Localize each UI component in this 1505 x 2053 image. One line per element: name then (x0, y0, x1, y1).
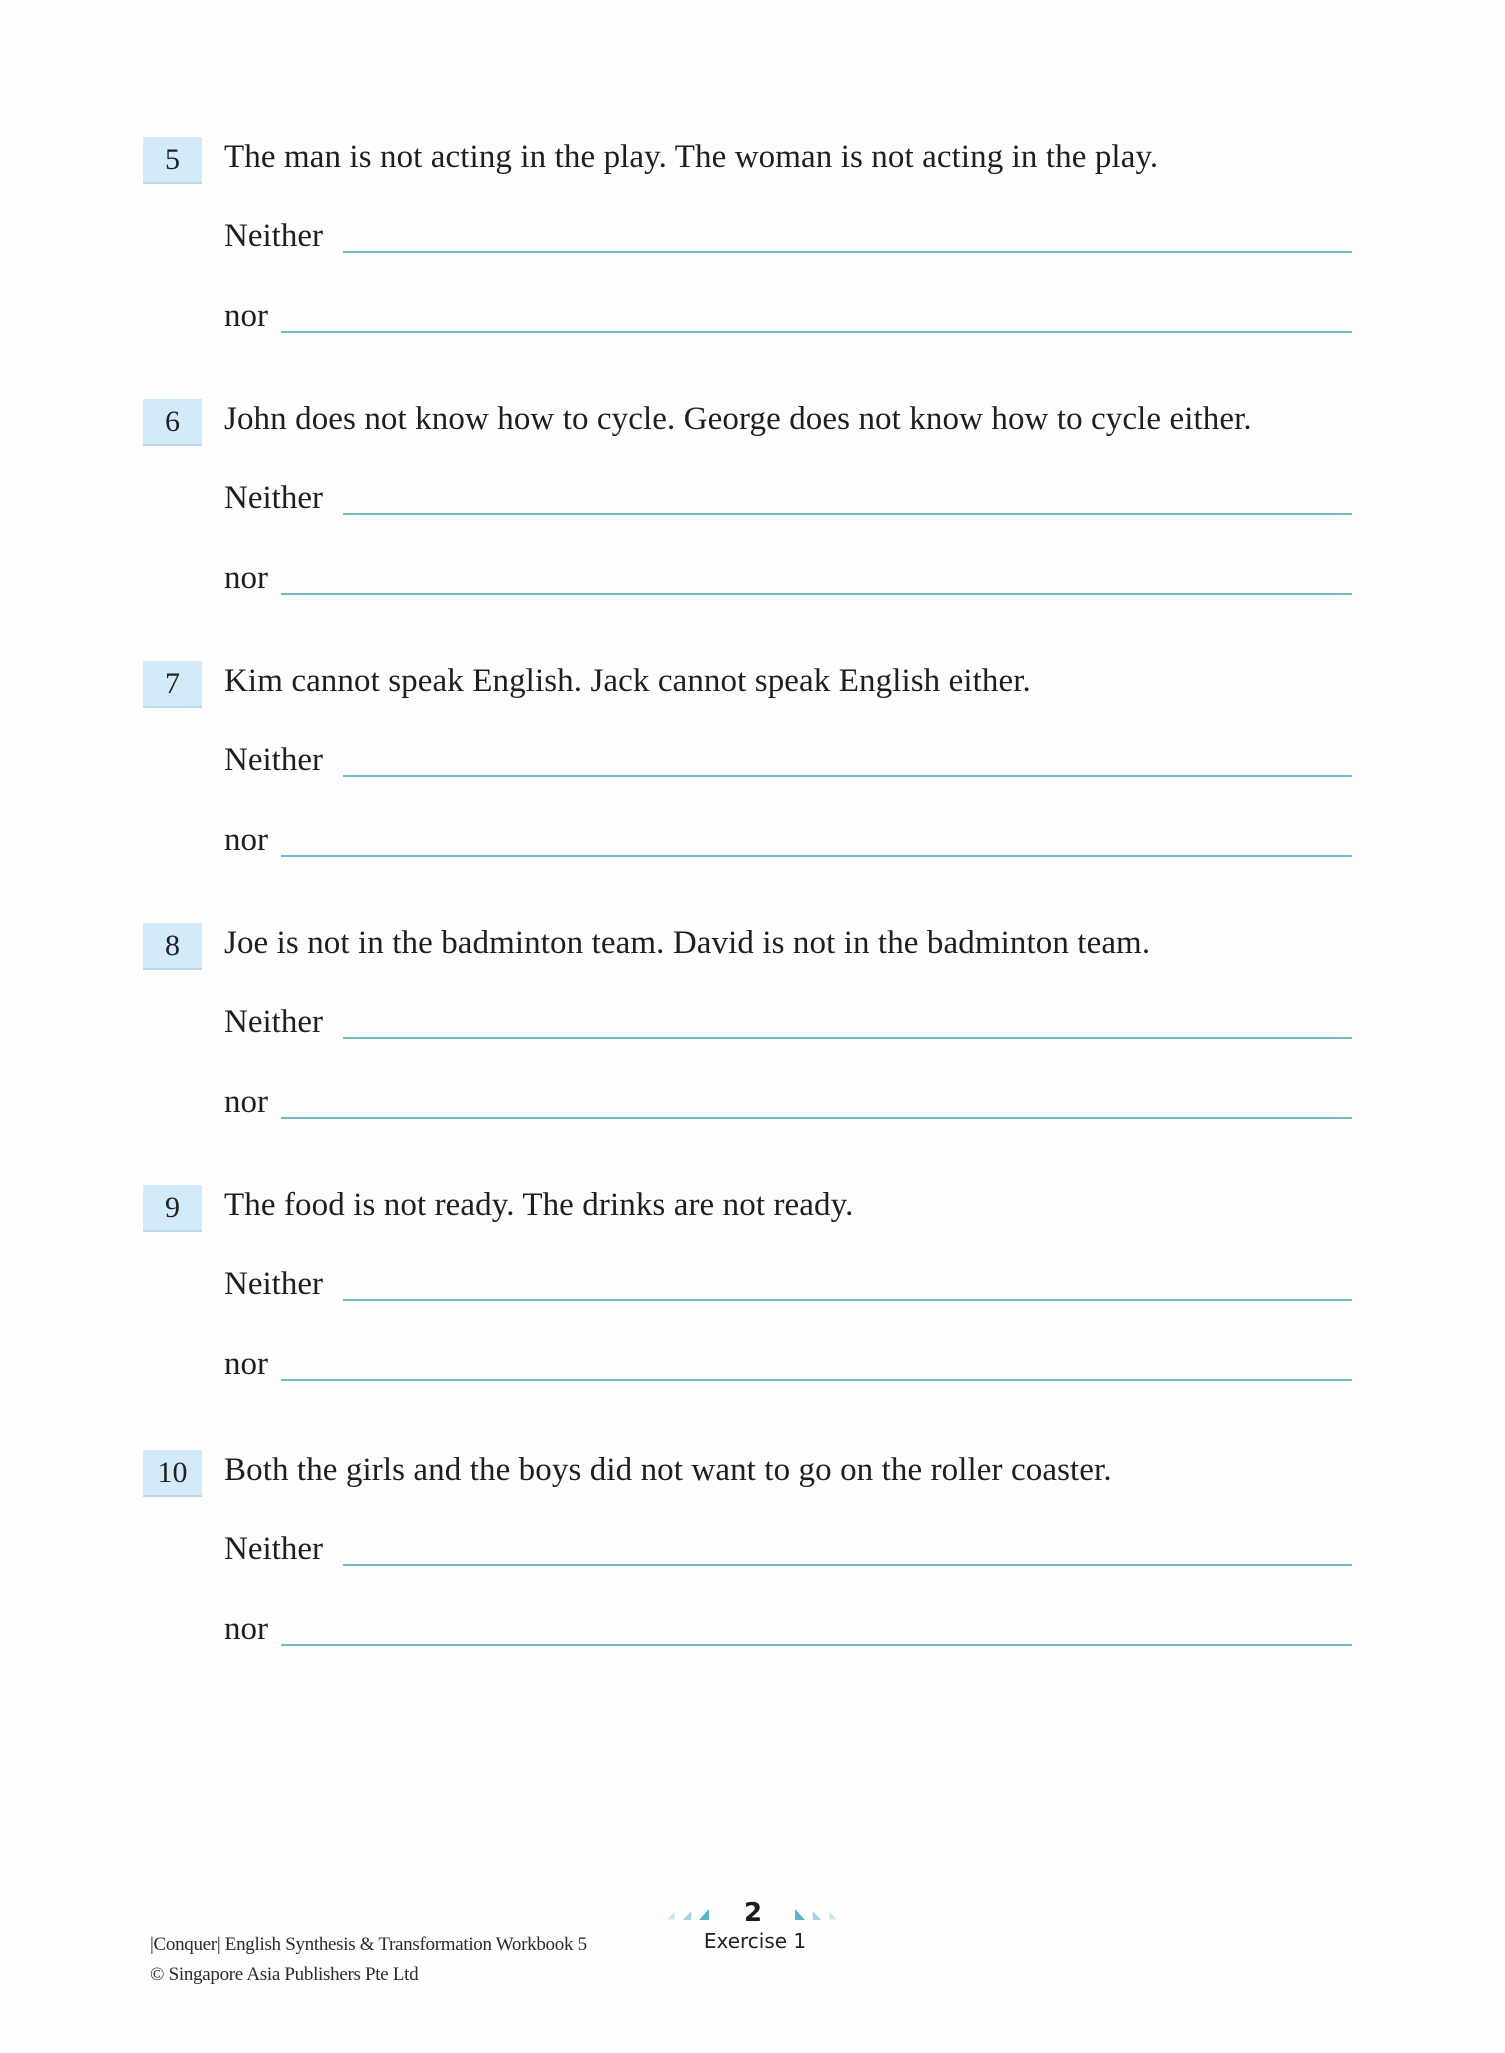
triangle-decoration-icon (699, 1909, 709, 1920)
neither-answer-line[interactable] (343, 775, 1352, 777)
page-number: 2 (743, 1898, 763, 1928)
neither-answer-line[interactable] (343, 1564, 1352, 1566)
neither-label: Neither (224, 218, 323, 254)
neither-label: Neither (224, 742, 323, 778)
question-number-badge: 6 (143, 399, 202, 446)
neither-answer-line[interactable] (343, 251, 1352, 253)
answer-row-nor (224, 299, 1352, 339)
question-5 (0, 137, 1505, 377)
question-text: The man is not acting in the play. The woman is not acting in the play. (224, 139, 1159, 175)
nor-answer-line[interactable] (281, 1117, 1352, 1119)
answer-row-neither (224, 481, 1352, 521)
answer-row-nor (224, 1612, 1352, 1652)
nor-label: nor (224, 1084, 268, 1120)
question-9 (0, 1185, 1505, 1425)
neither-label: Neither (224, 1004, 323, 1040)
nor-label: nor (224, 560, 268, 596)
neither-answer-line[interactable] (343, 1299, 1352, 1301)
question-text: The food is not ready. The drinks are not ready. (224, 1187, 854, 1223)
question-7 (0, 661, 1505, 901)
question-10 (0, 1450, 1505, 1690)
footer-credits (150, 1930, 587, 1990)
answer-row-neither (224, 1267, 1352, 1307)
question-6 (0, 399, 1505, 639)
neither-label: Neither (224, 480, 323, 516)
copyright-notice: © Singapore Asia Publishers Pte Ltd (150, 1964, 419, 1985)
question-number-badge: 9 (143, 1185, 202, 1232)
neither-label: Neither (224, 1266, 323, 1302)
answer-row-nor (224, 823, 1352, 863)
question-number-badge: 8 (143, 923, 202, 970)
nor-answer-line[interactable] (281, 855, 1352, 857)
neither-answer-line[interactable] (343, 1037, 1352, 1039)
answer-row-nor (224, 1085, 1352, 1125)
triangle-decoration-icon (830, 1912, 837, 1920)
triangle-decoration-icon (813, 1911, 822, 1920)
question-number-badge: 7 (143, 661, 202, 708)
answer-row-neither (224, 1532, 1352, 1572)
triangle-decoration-icon (668, 1912, 675, 1920)
nor-answer-line[interactable] (281, 1644, 1352, 1646)
nor-answer-line[interactable] (281, 331, 1352, 333)
book-title: |Conquer| English Synthesis & Transformation Workbook 5 (150, 1934, 587, 1955)
neither-answer-line[interactable] (343, 513, 1352, 515)
question-8 (0, 923, 1505, 1163)
exercise-label: Exercise 1 (703, 1929, 807, 1953)
answer-row-neither (224, 743, 1352, 783)
nor-label: nor (224, 1611, 268, 1647)
answer-row-neither (224, 219, 1352, 259)
neither-label: Neither (224, 1531, 323, 1567)
question-text: John does not know how to cycle. George does not know how to cycle either. (224, 401, 1252, 437)
answer-row-nor (224, 561, 1352, 601)
question-number-badge: 10 (143, 1450, 202, 1497)
nor-label: nor (224, 298, 268, 334)
triangle-decoration-icon (683, 1911, 692, 1920)
nor-answer-line[interactable] (281, 1379, 1352, 1381)
nor-label: nor (224, 822, 268, 858)
nor-label: nor (224, 1346, 268, 1382)
triangle-decoration-icon (795, 1909, 805, 1920)
question-number-badge: 5 (143, 137, 202, 184)
answer-row-neither (224, 1005, 1352, 1045)
question-text: Both the girls and the boys did not want to go on the roller coaster. (224, 1452, 1112, 1488)
nor-answer-line[interactable] (281, 593, 1352, 595)
answer-row-nor (224, 1347, 1352, 1387)
question-text: Kim cannot speak English. Jack cannot speak English either. (224, 663, 1031, 699)
question-text: Joe is not in the badminton team. David is not in the badminton team. (224, 925, 1151, 961)
